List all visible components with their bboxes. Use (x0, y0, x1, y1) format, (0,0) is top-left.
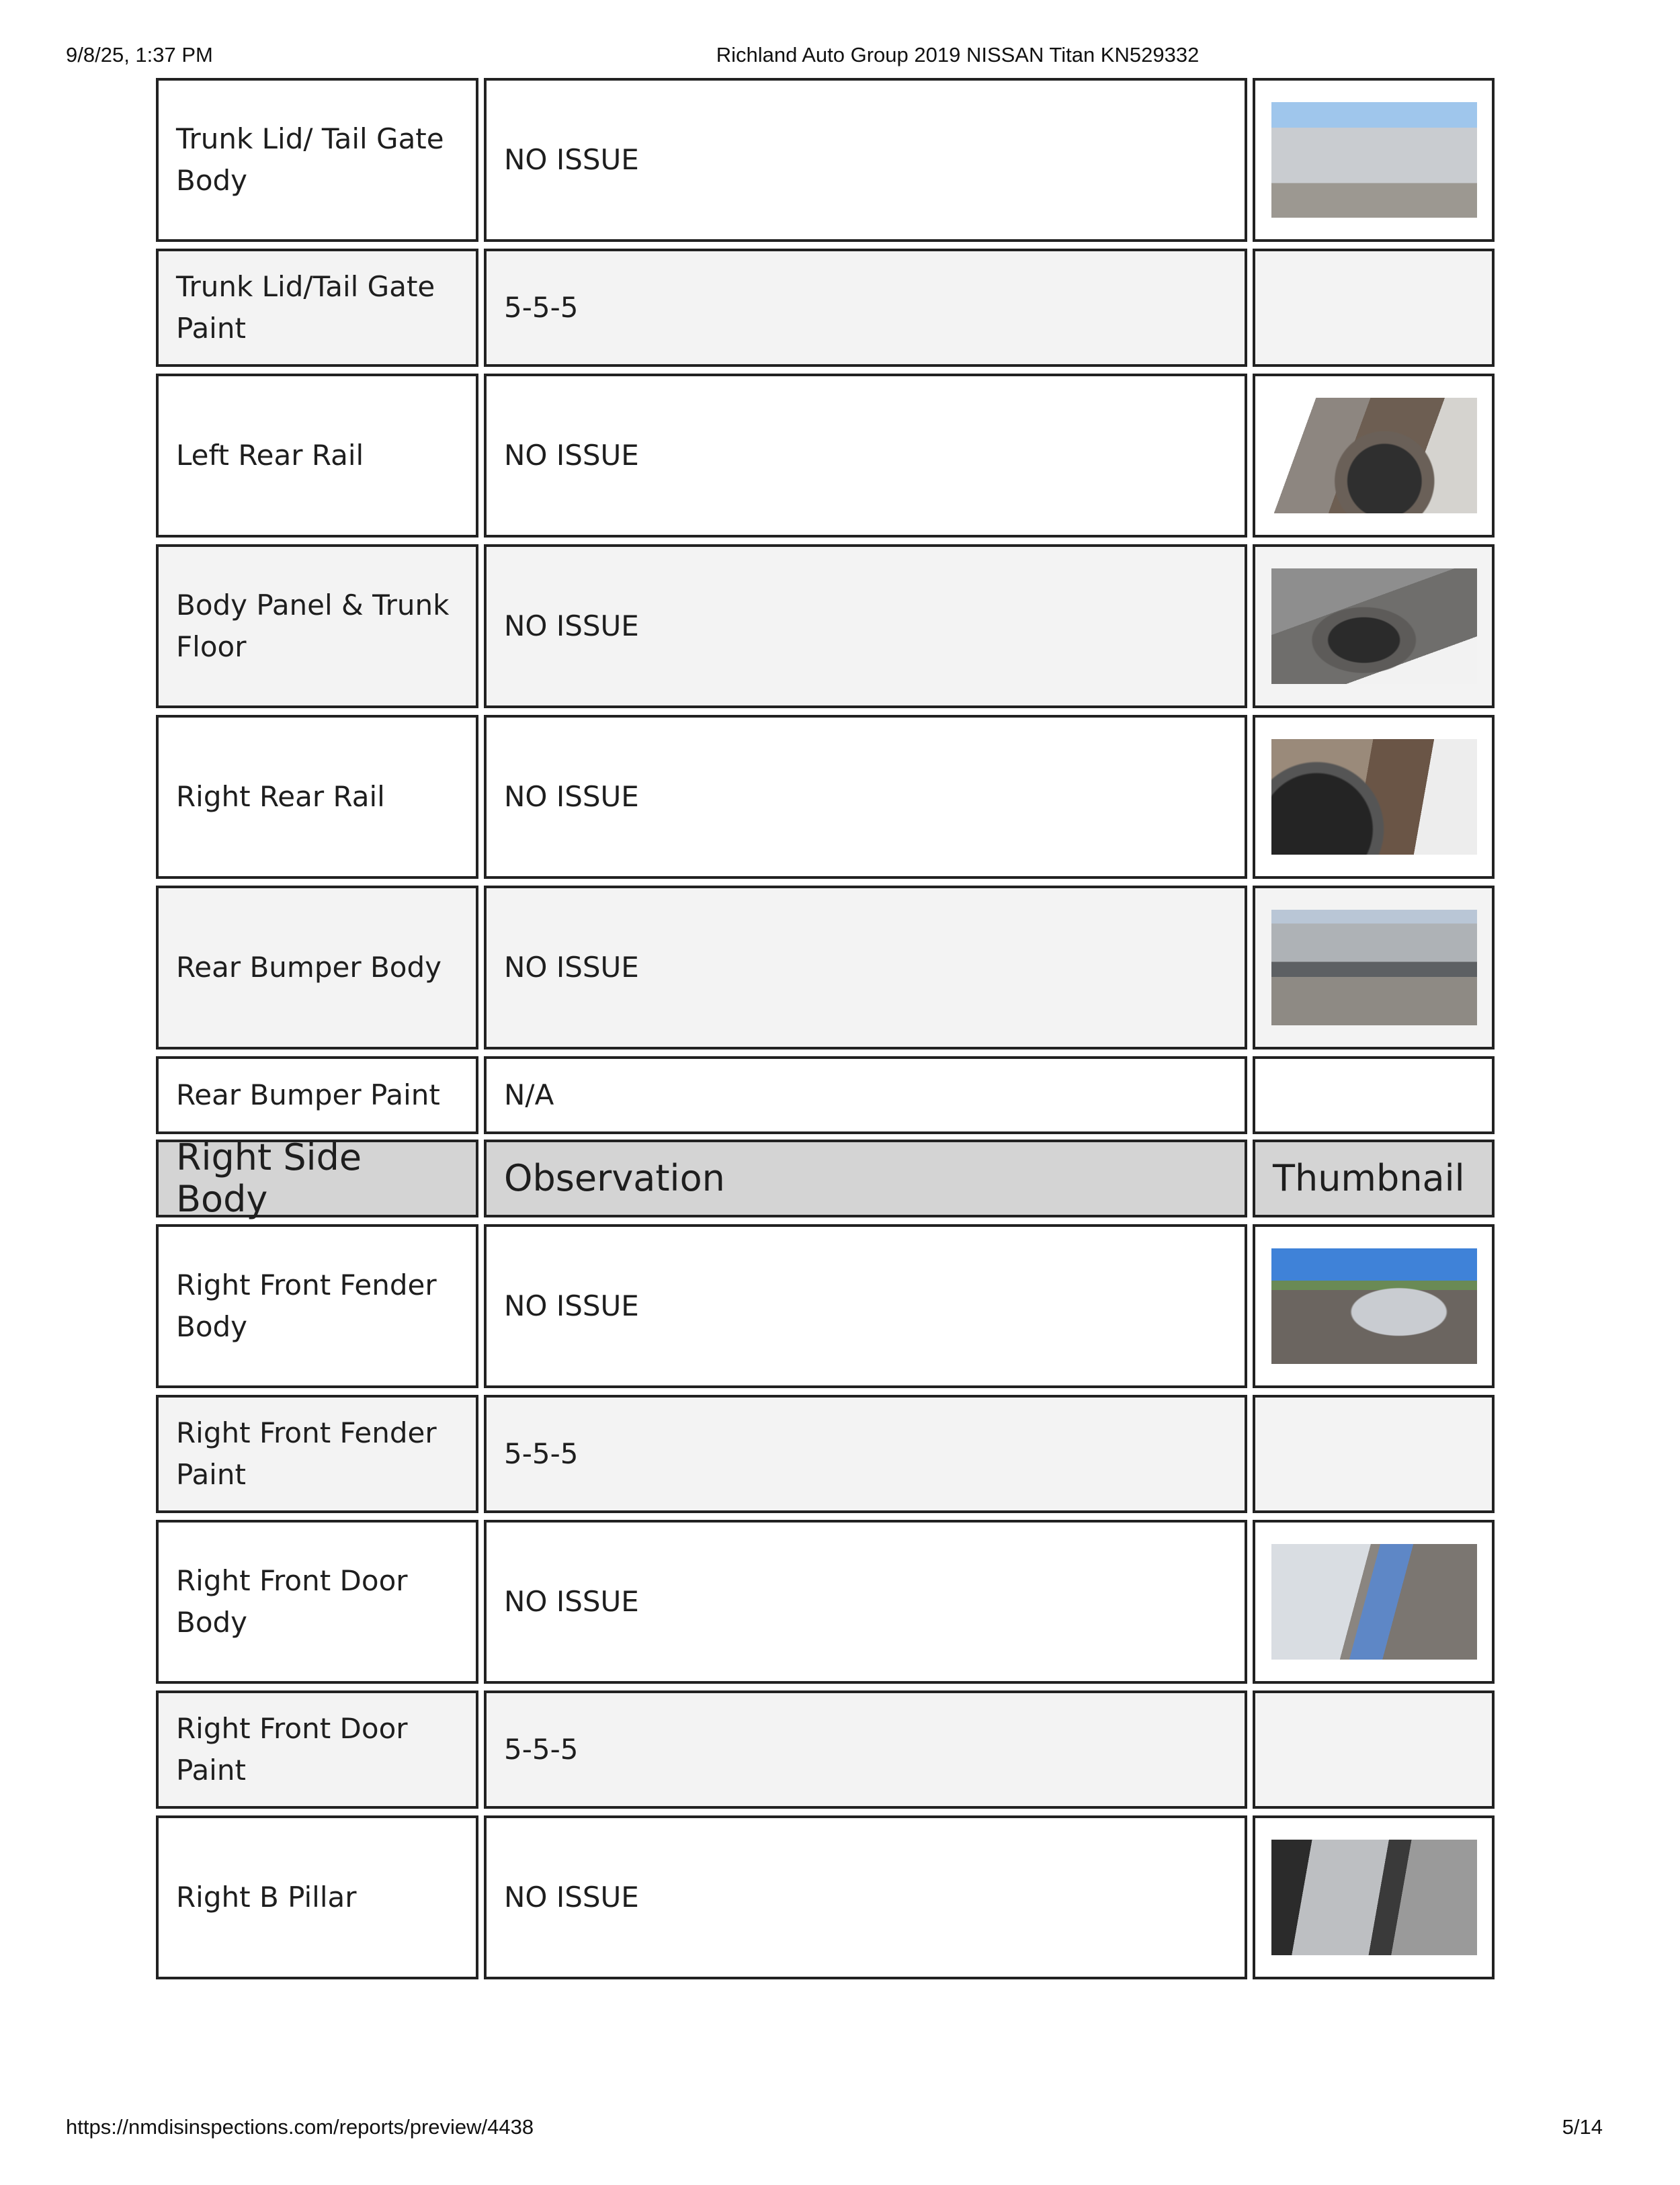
table-row (156, 715, 1495, 879)
observation-cell: NO ISSUE (484, 715, 1247, 879)
observation-cell: NO ISSUE (484, 1815, 1247, 1979)
table-row (156, 249, 1495, 367)
right-b-pillar-thumbnail-image[interactable] (1271, 1840, 1477, 1955)
tailgate-thumbnail-image[interactable] (1271, 102, 1477, 218)
page-number: 5/14 (1562, 2115, 1603, 2139)
observation-cell: N/A (484, 1056, 1247, 1134)
thumbnail-column-header: Thumbnail (1253, 1140, 1495, 1217)
observation-cell: NO ISSUE (484, 544, 1247, 708)
observation-cell: NO ISSUE (484, 886, 1247, 1049)
table-row (156, 1815, 1495, 1979)
table-row (156, 1520, 1495, 1684)
item-cell: Trunk Lid/ Tail Gate Body (156, 78, 478, 242)
table-row (156, 1690, 1495, 1809)
table-row (156, 374, 1495, 538)
right-rear-rail-thumbnail-image[interactable] (1271, 739, 1477, 855)
right-front-door-thumbnail-image[interactable] (1271, 1544, 1477, 1660)
item-cell: Rear Bumper Paint (156, 1056, 478, 1134)
section-title: Right Side Body (156, 1140, 478, 1217)
item-cell: Right Front Door Paint (156, 1690, 478, 1809)
thumbnail-cell (1253, 1395, 1495, 1513)
table-row (156, 1224, 1495, 1388)
item-cell: Right B Pillar (156, 1815, 478, 1979)
table-row (156, 886, 1495, 1049)
item-cell: Right Rear Rail (156, 715, 478, 879)
print-datetime: 9/8/25, 1:37 PM (66, 43, 213, 67)
item-cell: Right Front Fender Paint (156, 1395, 478, 1513)
table-row (156, 1056, 1495, 1134)
thumbnail-cell (1253, 886, 1495, 1049)
observation-cell: 5-5-5 (484, 1690, 1247, 1809)
table-row (156, 1395, 1495, 1513)
observation-cell: NO ISSUE (484, 1224, 1247, 1388)
observation-cell: 5-5-5 (484, 249, 1247, 367)
thumbnail-cell (1253, 715, 1495, 879)
trunk-floor-thumbnail-image[interactable] (1271, 568, 1477, 684)
section-header-row (156, 1136, 1495, 1220)
table-row (156, 544, 1495, 708)
observation-cell: NO ISSUE (484, 374, 1247, 538)
rear-bumper-thumbnail-image[interactable] (1271, 910, 1477, 1025)
item-cell: Rear Bumper Body (156, 886, 478, 1049)
document-title: Richland Auto Group 2019 NISSAN Titan KN529332 (716, 43, 1200, 67)
thumbnail-cell (1253, 1056, 1495, 1134)
thumbnail-cell (1253, 1224, 1495, 1388)
thumbnail-cell (1253, 374, 1495, 538)
observation-cell: NO ISSUE (484, 78, 1247, 242)
item-cell: Right Front Door Body (156, 1520, 478, 1684)
item-cell: Body Panel & Trunk Floor (156, 544, 478, 708)
thumbnail-cell (1253, 1520, 1495, 1684)
item-cell: Trunk Lid/Tail Gate Paint (156, 249, 478, 367)
thumbnail-cell (1253, 1690, 1495, 1809)
thumbnail-cell (1253, 544, 1495, 708)
observation-column-header: Observation (484, 1140, 1247, 1217)
thumbnail-cell (1253, 78, 1495, 242)
thumbnail-cell (1253, 1815, 1495, 1979)
table-row (156, 78, 1495, 242)
left-rear-rail-thumbnail-image[interactable] (1271, 398, 1477, 513)
item-cell: Right Front Fender Body (156, 1224, 478, 1388)
report-url[interactable]: https://nmdisinspections.com/reports/preview/4438 (66, 2115, 534, 2139)
observation-cell: 5-5-5 (484, 1395, 1247, 1513)
observation-cell: NO ISSUE (484, 1520, 1247, 1684)
thumbnail-cell (1253, 249, 1495, 367)
item-cell: Left Rear Rail (156, 374, 478, 538)
right-front-fender-thumbnail-image[interactable] (1271, 1248, 1477, 1364)
